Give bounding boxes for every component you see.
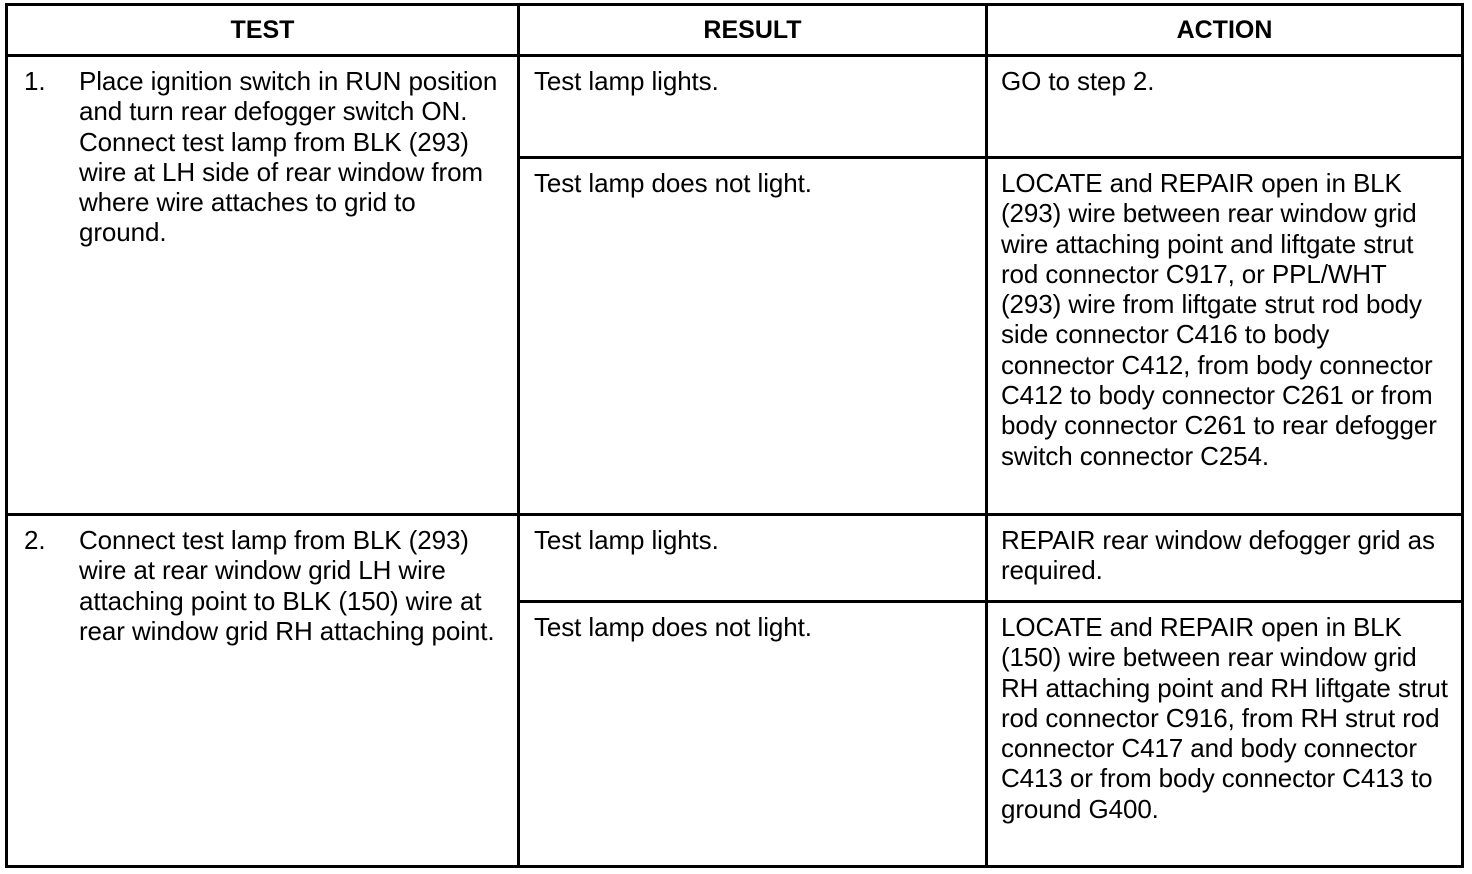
result-text: Test lamp lights. [534,525,719,555]
step-2-action-1 [987,515,1463,602]
step-1-test-cell [7,56,519,515]
action-text: LOCATE and REPAIR open in BLK (150) wire between rear window grid RH attaching point and RH liftgate strut rod connector C916, from RH strut rod connector C417 and body connector C413 or from body connector C413 to ground G400. [1001,612,1448,824]
step-1-action-2 [987,158,1463,515]
action-text: LOCATE and REPAIR open in BLK (293) wire between rear window grid wire attaching point and liftgate strut rod connector C917, or PPL/WHT (293) wire from liftgate strut rod body side connector C416 to body connector C412, from body connector C412 to body connector C261 or from body connector C261 to rear defogger switch connector C254. [1001,168,1437,471]
step-test-text: Connect test lamp from BLK (293) wire at rear window grid LH wire attaching point to BLK (150) wire at rear window grid RH attaching point. [79,525,495,646]
header-row [7,5,1463,56]
step-1-action-1 [987,56,1463,158]
header-test: TEST [7,5,519,56]
step-test-text: Place ignition switch in RUN position and turn rear defogger switch ON. Connect test lamp from BLK (293) wire at LH side of rear window from where wire attaches to grid to ground. [79,66,498,248]
step-1-result-1 [519,56,987,158]
diagnostic-table [5,3,1464,868]
step-1-result-2 [519,158,987,515]
step-number: 2. [24,525,46,555]
header-result: RESULT [519,5,987,56]
step-number: 1. [24,66,46,96]
result-text: Test lamp lights. [534,66,719,96]
action-text: REPAIR rear window defogger grid as required. [1001,525,1435,586]
result-text: Test lamp does not light. [534,168,812,198]
action-text: GO to step 2. [1001,66,1155,96]
header-action: ACTION [987,5,1463,56]
step-2-row-a [7,515,1463,602]
step-2-result-1 [519,515,987,602]
step-2-action-2 [987,602,1463,867]
result-text: Test lamp does not light. [534,612,812,642]
step-2-result-2 [519,602,987,867]
step-2-test-cell [7,515,519,867]
step-1-row-a [7,56,1463,158]
